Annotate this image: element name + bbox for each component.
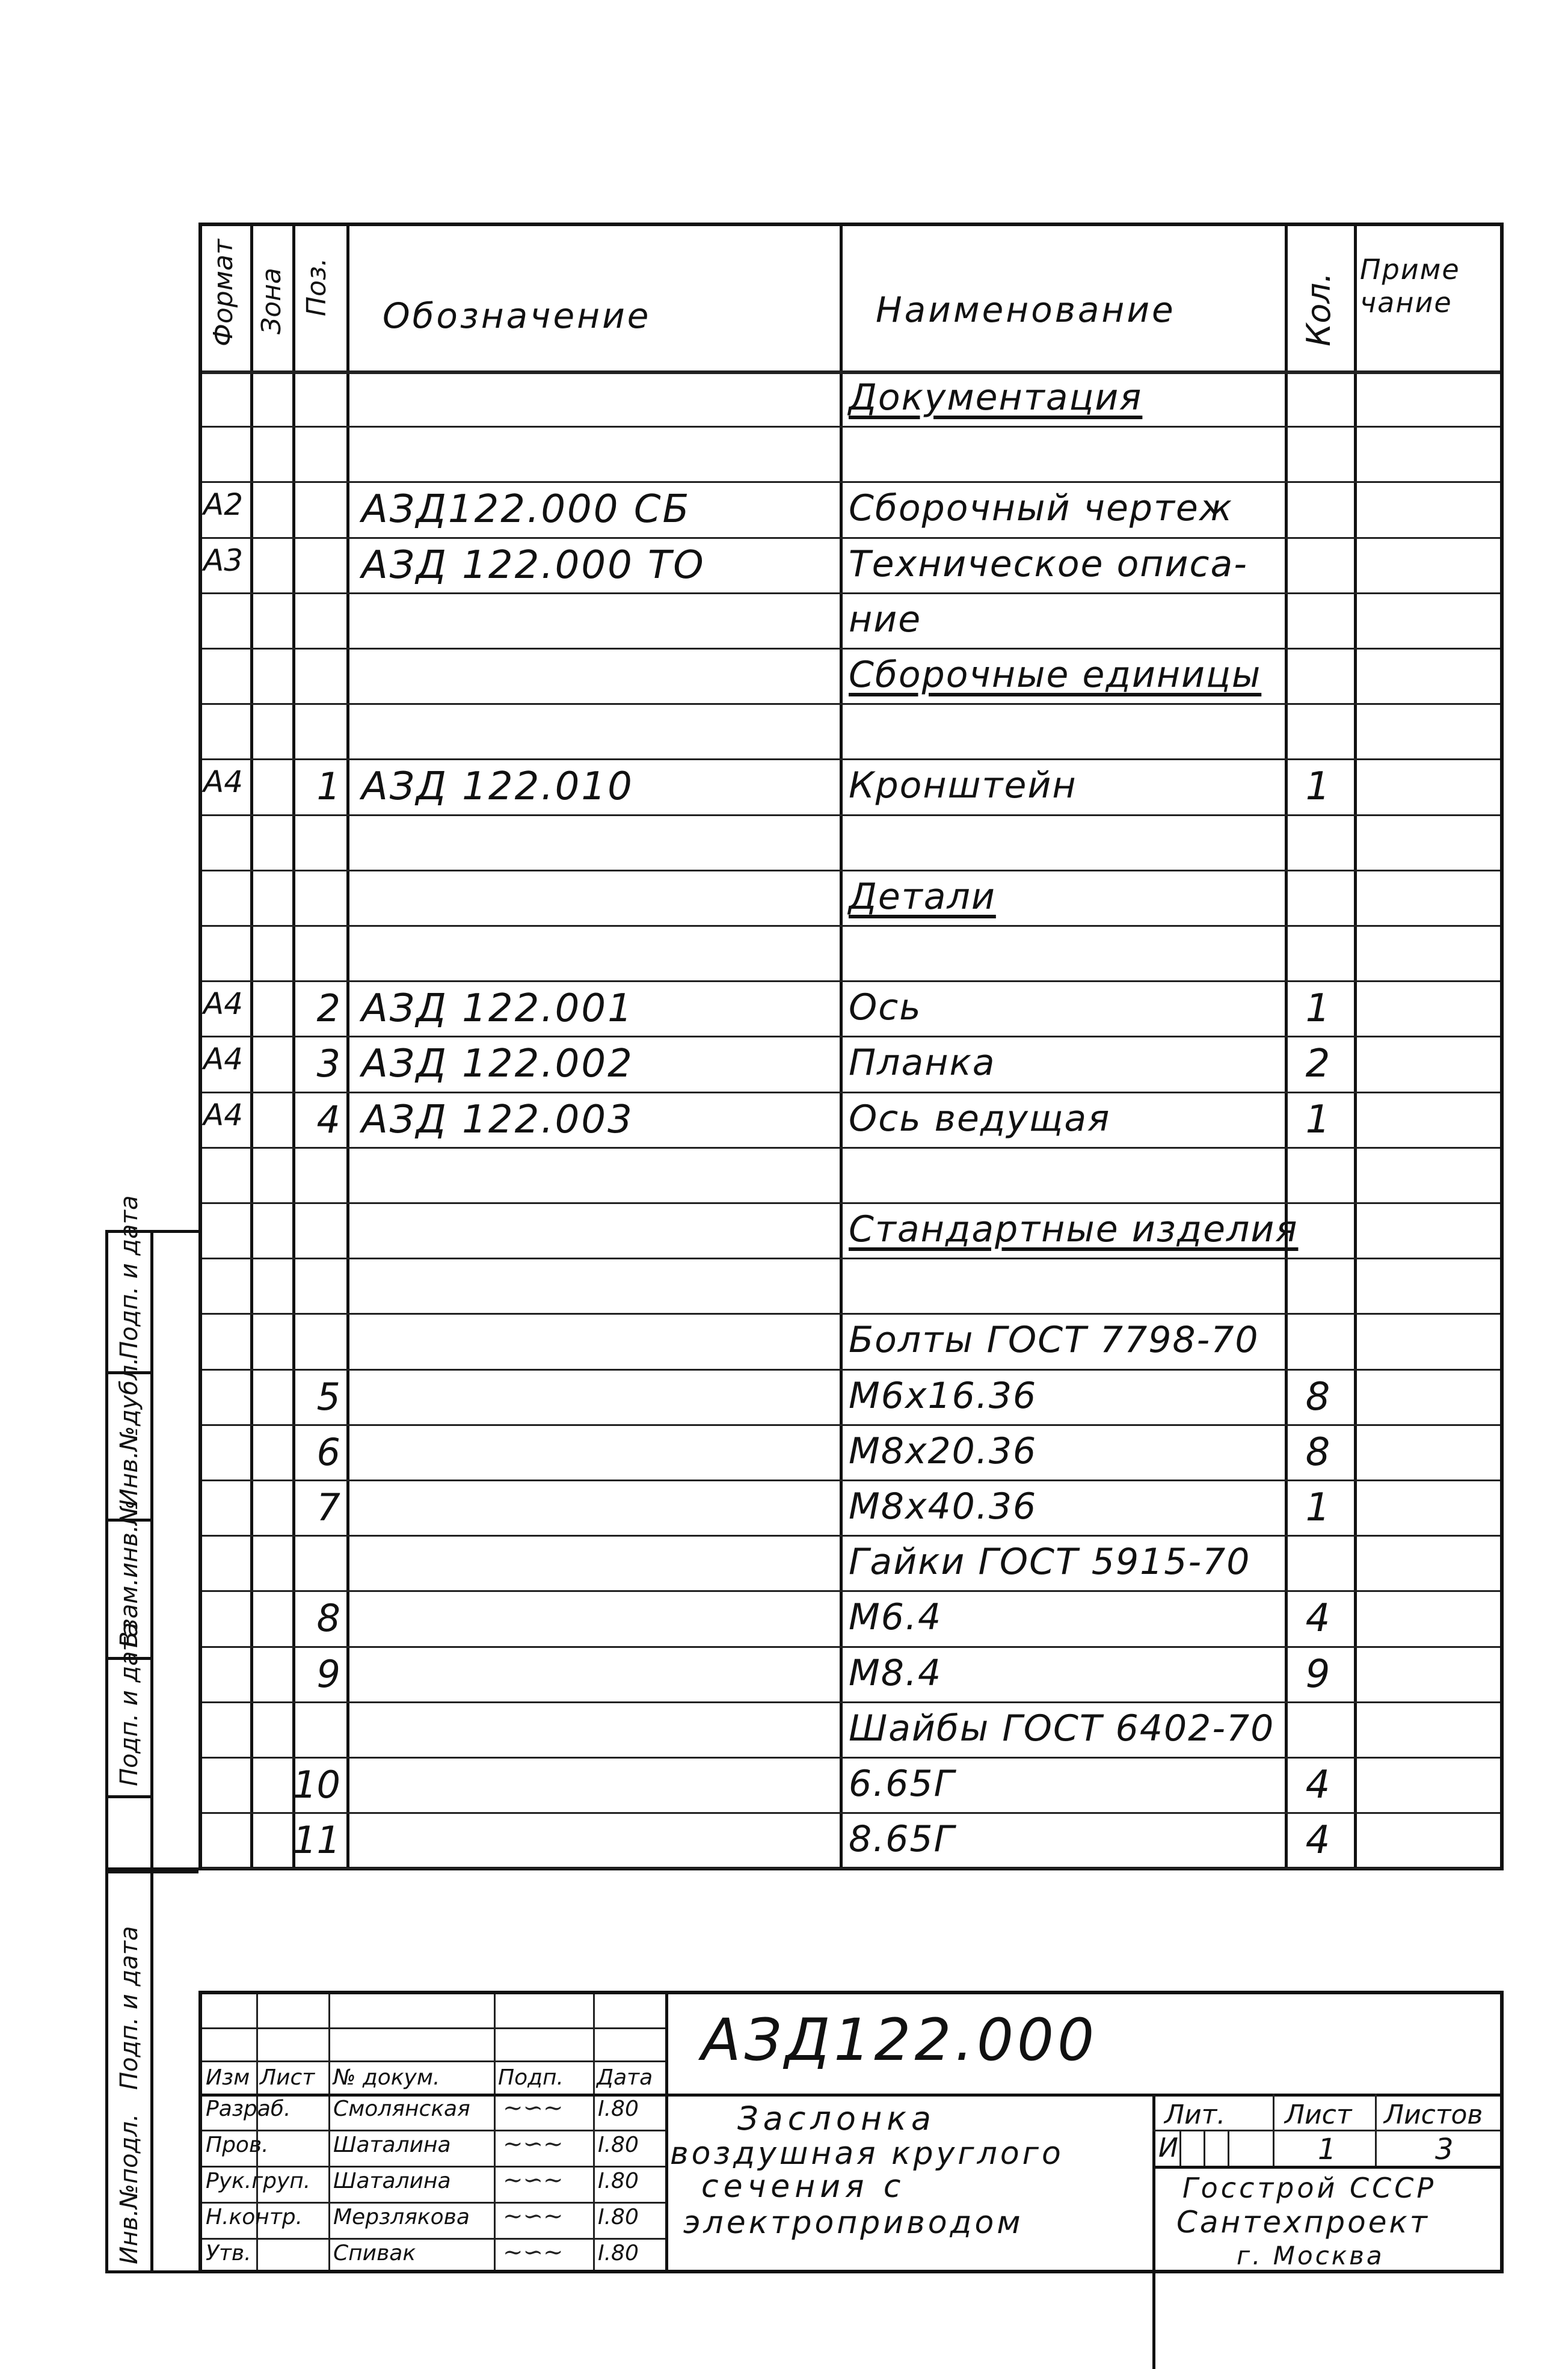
row-quantity: 1 — [1305, 986, 1330, 1031]
row-separator — [202, 1258, 1500, 1259]
lit-label: Лит. — [1164, 2100, 1226, 2130]
staff-role: Рук.груп. — [206, 2169, 311, 2193]
title-block — [198, 1991, 1504, 2273]
row-separator — [202, 1369, 1500, 1371]
side-strip-lower — [105, 1870, 198, 2273]
staff-date: I.80 — [598, 2097, 639, 2121]
tb-hline — [202, 2202, 665, 2204]
strip-sep — [108, 1795, 150, 1798]
row-name: Планка — [849, 1042, 996, 1084]
row-designation: АЗД 122.002 — [361, 1042, 634, 1087]
staff-name: Смолянская — [333, 2097, 470, 2121]
strip-divider — [150, 1233, 153, 1867]
row-name: М8.4 — [849, 1652, 942, 1694]
row-separator — [202, 592, 1500, 594]
tb-vline — [1375, 2094, 1377, 2166]
tb-hline — [202, 2166, 665, 2168]
row-separator — [202, 1757, 1500, 1759]
row-name: М6х16.36 — [849, 1374, 1038, 1417]
row-name: Гайки ГОСТ 5915-70 — [849, 1541, 1251, 1584]
row-quantity: 2 — [1305, 1042, 1330, 1087]
col-list: Лист — [260, 2065, 315, 2090]
row-quantity: 8 — [1305, 1374, 1330, 1419]
header-pos: Поз. — [301, 257, 332, 316]
row-name: 6.65Г — [849, 1763, 956, 1805]
row-separator — [202, 925, 1500, 927]
row-position: 9 — [316, 1652, 340, 1696]
staff-role: Утв. — [206, 2241, 251, 2266]
row-separator — [202, 1812, 1500, 1814]
row-separator — [202, 1646, 1500, 1648]
strip-divider — [150, 1873, 153, 2270]
tb-vline — [593, 1994, 595, 2270]
org-1: Госстрой СССР — [1182, 2172, 1437, 2204]
header-separator — [202, 370, 1500, 374]
signature-mark: ~∽~ — [503, 2094, 564, 2122]
section-heading: Документация — [849, 376, 1143, 419]
staff-date: I.80 — [598, 2205, 639, 2229]
row-separator — [202, 481, 1500, 483]
row-designation: АЗД 122.010 — [361, 764, 634, 810]
row-position: 8 — [316, 1596, 340, 1641]
row-designation: АЗД 122.003 — [361, 1097, 634, 1142]
row-quantity: 1 — [1305, 764, 1330, 810]
strip-label-orig-inv: Инв.№подл. — [115, 2113, 143, 2264]
tb-vline — [1273, 2094, 1274, 2166]
header-note-1: Приме — [1360, 253, 1460, 286]
col-divider — [840, 226, 843, 1867]
header-qty: Кол. — [1300, 272, 1338, 346]
strip-label-repl-inv: Взам.инв.№ — [115, 1499, 143, 1648]
row-separator — [202, 1092, 1500, 1093]
tb-vline — [1204, 2130, 1205, 2166]
header-zone: Зона — [256, 268, 287, 334]
row-position: 7 — [316, 1486, 340, 1529]
tb-hline — [202, 2027, 665, 2029]
side-strip — [105, 1195, 198, 1870]
row-format: А4 — [203, 986, 244, 1022]
staff-name: Шаталина — [333, 2133, 451, 2157]
doc-number: АЗД122.000 — [701, 2006, 1098, 2074]
row-position: 1 — [316, 764, 340, 809]
lit-value: И — [1158, 2133, 1178, 2163]
col-divider — [250, 226, 253, 1867]
product-name-2: воздушная круглого — [670, 2136, 1064, 2172]
row-designation: АЗД 122.001 — [361, 986, 634, 1031]
row-quantity: 1 — [1305, 1097, 1330, 1142]
col-divider — [1354, 226, 1357, 1867]
tb-vline — [494, 1994, 496, 2270]
row-name: М8х40.36 — [849, 1486, 1038, 1528]
tb-hline — [202, 2130, 665, 2131]
col-doc-no: № докум. — [333, 2065, 440, 2090]
signature-mark: ~∽~ — [503, 2202, 564, 2230]
row-name: М8х20.36 — [849, 1430, 1038, 1472]
row-quantity: 1 — [1305, 1486, 1330, 1530]
signature-mark: ~∽~ — [503, 2166, 564, 2194]
sheets-value: 3 — [1435, 2133, 1454, 2166]
row-name: Ось ведущая — [849, 1097, 1111, 1140]
row-separator — [202, 758, 1500, 760]
col-date: Дата — [597, 2065, 653, 2090]
tb-hline — [202, 2238, 665, 2240]
staff-date: I.80 — [598, 2241, 639, 2266]
row-separator — [202, 1701, 1500, 1703]
staff-name: Мерзлякова — [333, 2205, 470, 2229]
section-heading: Детали — [849, 875, 996, 918]
row-name: 8.65Г — [849, 1818, 956, 1861]
row-name: Техническое описа- — [849, 542, 1248, 585]
col-divider — [346, 226, 349, 1867]
row-position: 6 — [316, 1430, 340, 1474]
row-quantity: 8 — [1305, 1430, 1330, 1475]
row-format: А4 — [203, 764, 244, 800]
row-quantity: 4 — [1305, 1818, 1330, 1863]
row-format: А2 — [203, 487, 244, 523]
row-separator — [202, 1147, 1500, 1149]
row-name: Сборочный чертеж — [849, 487, 1233, 530]
staff-role: Разраб. — [206, 2097, 291, 2121]
header-designation: Обозначение — [383, 295, 651, 336]
signature-mark: ~∽~ — [503, 2130, 564, 2158]
row-position: 4 — [316, 1097, 340, 1141]
row-name: Кронштейн — [849, 764, 1077, 807]
row-name: М6.4 — [849, 1596, 942, 1639]
row-designation: АЗД122.000 СБ — [361, 487, 691, 532]
row-position: 11 — [293, 1818, 340, 1863]
row-separator — [202, 1424, 1500, 1426]
staff-date: I.80 — [598, 2133, 639, 2157]
row-name: Болты ГОСТ 7798-70 — [849, 1319, 1259, 1362]
row-separator — [202, 1867, 1500, 1869]
spec-table — [198, 223, 1504, 1870]
row-name: Шайбы ГОСТ 6402-70 — [849, 1707, 1275, 1750]
row-quantity: 9 — [1305, 1652, 1330, 1697]
tb-vline — [328, 1994, 330, 2270]
section-heading: Сборочные единицы — [849, 654, 1262, 696]
staff-role: Н.контр. — [206, 2205, 303, 2229]
org-3: г. Москва — [1237, 2241, 1385, 2270]
section-heading: Стандартные изделия — [849, 1208, 1299, 1250]
row-separator — [202, 1313, 1500, 1315]
header-name: Наименование — [876, 289, 1176, 330]
tb-vline — [1179, 2130, 1181, 2166]
col-sign: Подп. — [498, 2065, 564, 2090]
row-format: А3 — [203, 542, 244, 578]
row-position: 5 — [316, 1374, 340, 1419]
row-name: Ось — [849, 986, 922, 1029]
row-designation: АЗД 122.000 ТО — [361, 542, 706, 588]
sheet-value: 1 — [1318, 2133, 1336, 2166]
row-separator — [202, 426, 1500, 428]
row-separator — [202, 870, 1500, 871]
org-2: Сантехпроект — [1176, 2205, 1430, 2240]
row-quantity: 4 — [1305, 1596, 1330, 1641]
staff-name: Шаталина — [333, 2169, 451, 2193]
sheets-label: Листов — [1384, 2100, 1483, 2130]
row-quantity: 4 — [1305, 1763, 1330, 1807]
tb-vline — [1152, 2094, 1155, 2369]
sheet-label: Лист — [1285, 2100, 1352, 2130]
col-izm: Изм — [206, 2065, 250, 2090]
product-name-1: Заслонка — [737, 2100, 936, 2137]
staff-date: I.80 — [598, 2169, 639, 2193]
row-format: А4 — [203, 1097, 244, 1132]
row-separator — [202, 814, 1500, 816]
row-separator — [202, 1479, 1500, 1481]
staff-role: Пров. — [206, 2133, 269, 2157]
tb-vline — [1228, 2130, 1229, 2166]
strip-label-sign-date-3: Подп. и дата — [115, 1926, 143, 2090]
row-separator — [202, 1590, 1500, 1592]
strip-label-dup-inv: Инв.№дубл. — [115, 1357, 143, 1507]
row-separator — [202, 537, 1500, 539]
header-format: Формат — [208, 239, 239, 346]
row-separator — [202, 1202, 1500, 1204]
row-position: 3 — [316, 1042, 340, 1086]
row-format: А4 — [203, 1042, 244, 1077]
staff-name: Спивак — [333, 2241, 416, 2266]
row-name: ние — [849, 598, 922, 641]
signature-mark: ~∽~ — [503, 2238, 564, 2266]
strip-label-sign-date-1: Подп. и дата — [115, 1195, 143, 1359]
strip-label-sign-date-2: Подп. и дата — [115, 1622, 143, 1786]
row-position: 2 — [316, 986, 340, 1031]
product-name-3: сечения с — [701, 2169, 906, 2205]
row-position: 10 — [293, 1763, 340, 1807]
row-separator — [202, 980, 1500, 982]
row-separator — [202, 1036, 1500, 1037]
row-separator — [202, 1535, 1500, 1537]
row-separator — [202, 703, 1500, 705]
header-note-2: чание — [1360, 286, 1453, 319]
tb-hline — [202, 2060, 665, 2062]
product-name-4: электроприводом — [683, 2205, 1024, 2241]
row-separator — [202, 648, 1500, 650]
